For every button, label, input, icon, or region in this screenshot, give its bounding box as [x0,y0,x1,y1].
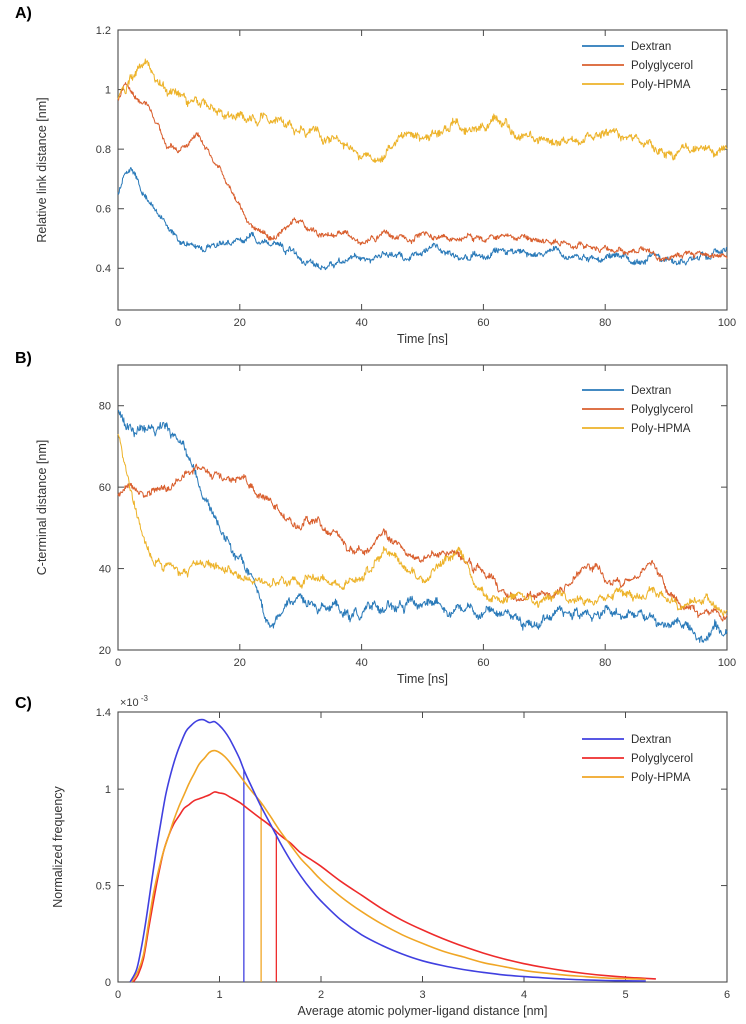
x-axis-label: Time [ns] [397,672,448,686]
series-line-poly-hpma [118,59,727,162]
x-tick-label: 100 [717,317,737,329]
y-tick-label: 1 [104,84,111,97]
y-tick-label: 60 [98,481,111,494]
y-tick-label: 80 [98,400,111,413]
x-tick-label: 40 [355,317,368,329]
x-tick-label: 40 [355,657,368,669]
legend [582,385,693,435]
y-tick-label: 0.5 [95,880,111,893]
y-tick-label: 1.4 [95,706,111,719]
x-tick-label: 0 [114,657,122,669]
y-tick-label: 0 [104,976,111,989]
legend-label-dextran: Dextran [631,41,672,54]
legend-label-dextran: Dextran [631,734,672,747]
legend-label-polyglycerol: Polyglycerol [631,60,693,73]
series-line-poly-hpma [131,751,646,982]
x-tick-label: 60 [477,657,490,669]
x-tick-label: 20 [233,317,246,329]
x-tick-label: 5 [622,989,629,1001]
legend-label-poly-hpma: Poly-HPMA [631,772,691,785]
x-tick-label: 4 [520,989,528,1001]
series-line-poly-hpma [118,434,727,616]
y-tick-label: 1 [104,783,111,796]
y-tick-label: 0.8 [95,143,111,156]
legend [582,734,693,784]
x-axis-label: Average atomic polymer-ligand distance [nm] [297,1004,548,1018]
x-tick-label: 60 [477,317,490,329]
x-tick-label: 6 [723,989,731,1001]
y-tick-label: 1.2 [95,24,111,37]
series-line-dextran [118,410,727,642]
y-axis-label: Relative link distance [nm] [35,97,49,243]
panel-label-b: B) [15,350,32,367]
chart-panel-c [0,690,746,1024]
x-tick-label: 2 [317,989,325,1001]
y-tick-label: 40 [98,563,111,576]
series-line-dextran [118,168,727,270]
panel-label-c: C) [15,695,32,712]
x-tick-label: 0 [114,317,122,329]
x-tick-label: 20 [233,657,246,669]
y-tick-label: 0.6 [95,203,111,216]
x-tick-label: 100 [717,657,737,669]
y-axis-label: Normalized frequency [51,786,65,908]
y-tick-label: 0.4 [95,263,111,276]
legend-label-polyglycerol: Polyglycerol [631,753,693,766]
legend-label-dextran: Dextran [631,385,672,398]
x-tick-label: 3 [419,989,426,1001]
chart-panel-b [0,345,746,690]
legend-label-polyglycerol: Polyglycerol [631,404,693,417]
x-tick-label: 80 [599,317,612,329]
x-tick-label: 80 [599,657,612,669]
x-tick-label: 1 [216,989,223,1001]
legend [582,41,693,91]
y-tick-label: 20 [98,644,111,657]
x-axis-label: Time [ns] [397,332,448,345]
x-tick-label: 0 [114,989,122,1001]
chart-panel-a [0,0,746,345]
legend-label-poly-hpma: Poly-HPMA [631,79,691,92]
y-axis-label: C-terminal distance [nm] [35,439,49,576]
series-line-dextran [130,720,646,982]
panel-label-a: A) [15,5,32,22]
legend-label-poly-hpma: Poly-HPMA [631,423,691,436]
y-exponent-label: ×10 $^{-3}$ [120,694,149,709]
series-line-polyglycerol [133,792,656,982]
